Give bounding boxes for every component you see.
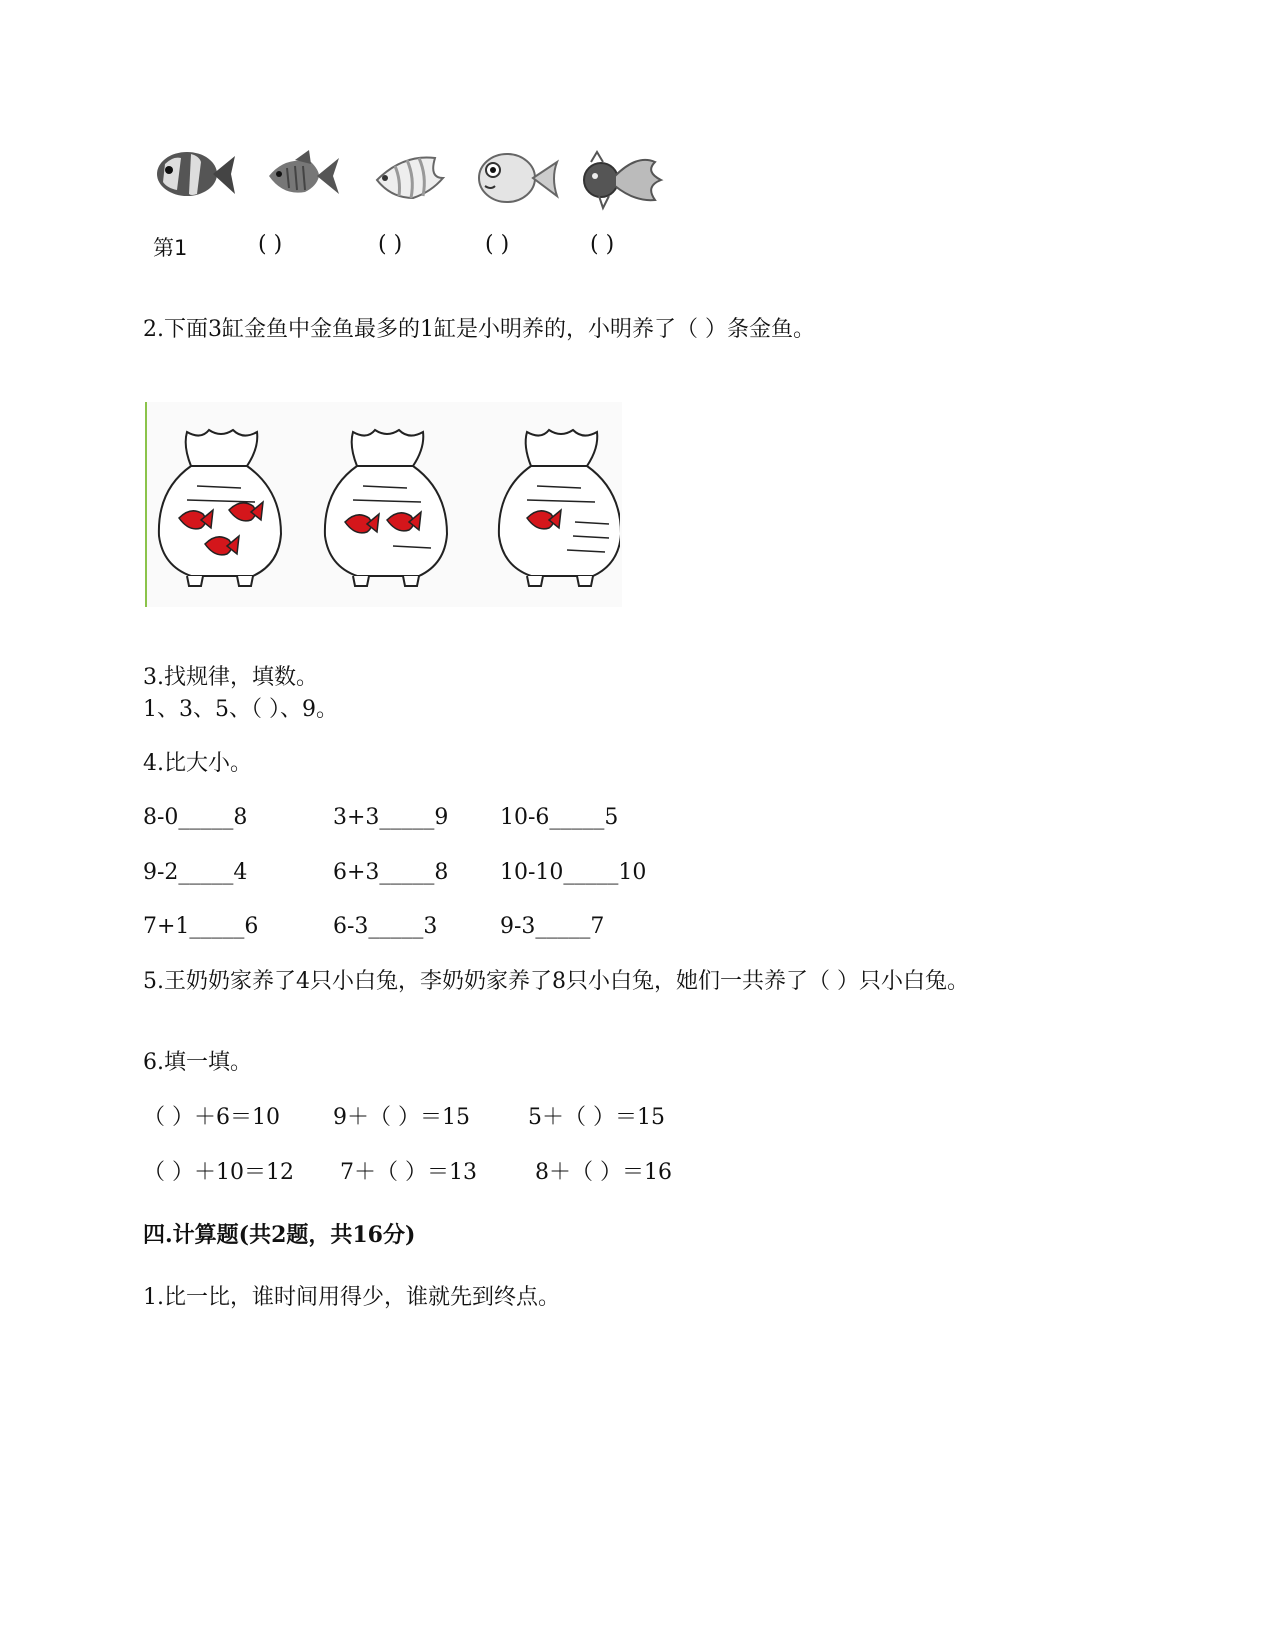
clownfish-icon [155, 148, 237, 200]
answer-paren-2[interactable]: ( ) [378, 232, 403, 257]
fishbowl-2 [325, 430, 447, 586]
section-4-heading: 四.计算题(共2题，共16分) [143, 1222, 416, 1248]
angelfish-icon [373, 148, 453, 208]
question-3-sequence: 1、3、5、（ ）、9。 [143, 697, 338, 722]
fill-item: 8＋（ ）＝16 [535, 1160, 672, 1185]
section-4-question-1: 1.比一比，谁时间用得少，谁就先到终点。 [143, 1285, 560, 1310]
fishbowl-3 [499, 430, 620, 586]
compare-item: 10-10_____10 [500, 860, 647, 885]
question-2-text: 2.下面3缸金鱼中金鱼最多的1缸是小明养的，小明养了（ ）条金鱼。 [143, 317, 815, 342]
pufferfish-icon [475, 146, 561, 208]
question-4-title: 4.比大小。 [143, 751, 252, 776]
compare-item: 6+3_____8 [333, 860, 449, 885]
compare-item: 9-2_____4 [143, 860, 248, 885]
question-6-title: 6.填一填。 [143, 1050, 252, 1075]
fishbowls-svg [147, 402, 620, 607]
fill-item: （ ）＋10＝12 [143, 1160, 294, 1185]
fishbowl-1 [159, 430, 281, 586]
compare-item: 9-3_____7 [500, 914, 605, 939]
compare-item: 6-3_____3 [333, 914, 438, 939]
answer-paren-4[interactable]: ( ) [590, 232, 615, 257]
answer-paren-1[interactable]: ( ) [258, 232, 283, 257]
answer-paren-3[interactable]: ( ) [485, 232, 510, 257]
goldfish-icon [575, 146, 665, 212]
first-label: 第1 [153, 236, 188, 260]
fill-item: 7＋（ ）＝13 [340, 1160, 477, 1185]
compare-item: 3+3_____9 [333, 805, 449, 830]
fill-item: 5＋（ ）＝15 [528, 1105, 665, 1130]
question-5-text: 5.王奶奶家养了4只小白兔，李奶奶家养了8只小白兔，她们一共养了（ ）只小白兔。 [143, 969, 969, 994]
fishbowl-figure [145, 402, 622, 607]
compare-item: 7+1_____6 [143, 914, 259, 939]
question-3-title: 3.找规律，填数。 [143, 665, 318, 690]
fill-item: 9＋（ ）＝15 [333, 1105, 470, 1130]
compare-item: 10-6_____5 [500, 805, 619, 830]
fill-item: （ ）＋6＝10 [143, 1105, 280, 1130]
striped-fish-icon [265, 150, 341, 200]
compare-item: 8-0_____8 [143, 805, 248, 830]
